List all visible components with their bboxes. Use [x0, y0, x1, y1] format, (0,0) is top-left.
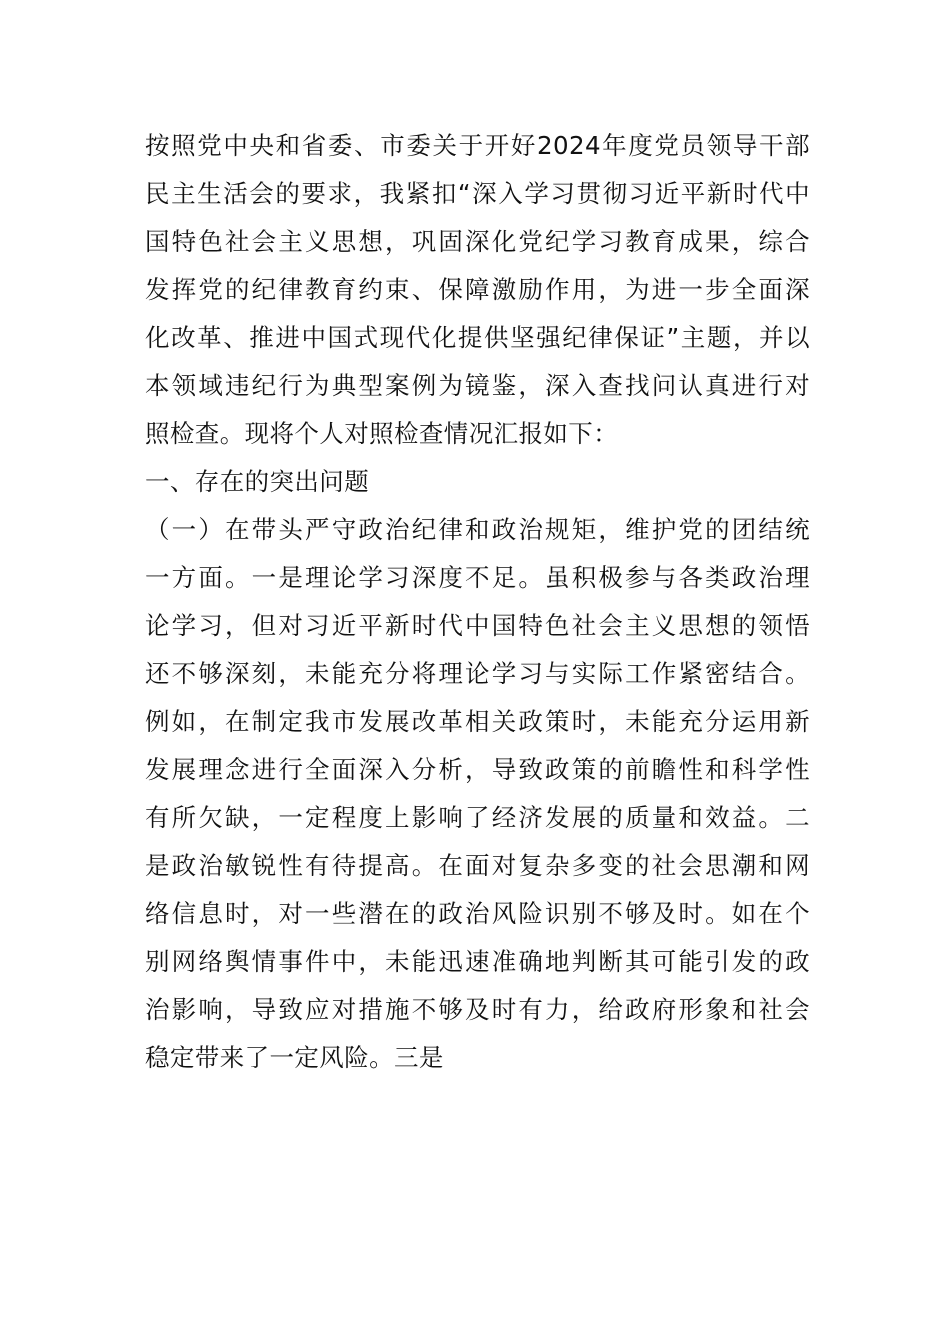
text-line-20: 稳定带来了一定风险。三是	[145, 1043, 444, 1072]
text-line-18: 别网络舆情事件中，未能迅速准确地判断其可能引发的政	[145, 947, 810, 976]
text-line-17: 络信息时，对一些潜在的政治风险识别不够及时。如在个	[145, 899, 810, 928]
document-body	[145, 122, 810, 1082]
text-line-6: 本领域违纪行为典型案例为镜鉴，深入查找问认真进行对	[145, 371, 810, 400]
section-heading: 一、存在的突出问题	[145, 467, 370, 496]
text-line-4: 发挥党的纪律教育约束、保障激励作用，为进一步全面深	[145, 275, 810, 304]
text-line-12: 还不够深刻，未能充分将理论学习与实际工作紧密结合。	[145, 659, 810, 688]
text-line-3: 国特色社会主义思想，巩固深化党纪学习教育成果，综合	[145, 227, 810, 256]
text-line-16: 是政治敏锐性有待提高。在面对复杂多变的社会思潮和网	[145, 851, 810, 880]
text-line-13: 例如，在制定我市发展改革相关政策时，未能充分运用新	[145, 707, 810, 736]
text-line-15: 有所欠缺，一定程度上影响了经济发展的质量和效益。二	[145, 803, 810, 832]
text-line-9: （一）在带头严守政治纪律和政治规矩，维护党的团结统	[145, 515, 810, 544]
text-line-2: 民主生活会的要求，我紧扣“深入学习贯彻习近平新时代中	[145, 179, 810, 208]
text-line-11: 论学习，但对习近平新时代中国特色社会主义思想的领悟	[145, 611, 810, 640]
text-line-14: 发展理念进行全面深入分析，导致政策的前瞻性和科学性	[145, 755, 810, 784]
text-line-19: 治影响，导致应对措施不够及时有力，给政府形象和社会	[145, 995, 810, 1024]
text-line-10: 一方面。一是理论学习深度不足。虽积极参与各类政治理	[145, 563, 810, 592]
text-line-7: 照检查。现将个人对照检查情况汇报如下：	[145, 419, 619, 448]
text-line-5: 化改革、推进中国式现代化提供坚强纪律保证”主题，并以	[145, 323, 810, 352]
text-line-1: 按照党中央和省委、市委关于开好2024年度党员领导干部	[145, 131, 810, 160]
